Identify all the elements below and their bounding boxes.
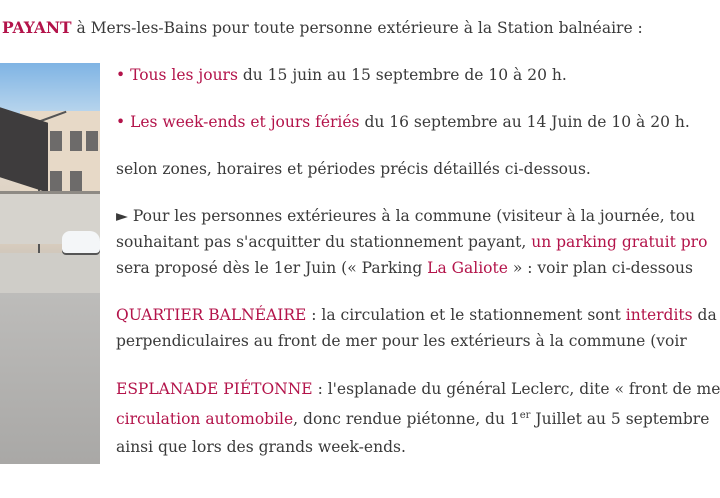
intro-text: à Mers-les-Bains pour toute personne extérieure à la Station balnéaire : — [71, 19, 643, 37]
bullet-marker: • — [116, 66, 126, 84]
quartier-line-2: perpendiculaires au front de mer pour les extérieurs à la commune (voir — [116, 332, 687, 350]
esplanade-line-1 — [116, 380, 720, 398]
bullet-highlight: Tous les jours — [130, 66, 238, 84]
esplanade-line-3: ainsi que lors des grands week-ends. — [116, 438, 406, 456]
exterieurs-text: sera proposé dès le 1er Juin (« Parking — [116, 259, 428, 277]
exterieurs-text: » : voir plan ci-dessous — [507, 259, 693, 277]
esplanade-text: : l'esplanade du général Leclerc, dite « front de me — [312, 380, 720, 398]
intro-line — [2, 18, 643, 37]
bullet-week-ends — [116, 113, 690, 131]
la-galiote-link[interactable]: La Galiote — [427, 259, 508, 277]
bullet-text: du 15 juin au 15 septembre de 10 à 20 h. — [237, 66, 567, 84]
exterieurs-text: souhaitant pas s'acquitter du stationnement payant, — [116, 233, 532, 251]
street-photo — [0, 63, 100, 464]
exterieurs-line-2 — [116, 233, 707, 251]
bullet-text: du 16 septembre au 14 Juin de 10 à 20 h. — [359, 113, 690, 131]
circulation-automobile-link[interactable]: circulation automobile — [116, 410, 294, 429]
esplanade-label: ESPLANADE PIÉTONNE — [116, 380, 313, 398]
esplanade-line-2 — [116, 410, 709, 428]
superscript-er: er — [519, 410, 531, 421]
quartier-text: da — [692, 306, 717, 324]
parking-gratuit-link[interactable]: un parking gratuit pro — [531, 233, 708, 251]
quartier-line-1 — [116, 306, 717, 324]
quartier-text: : la circulation et le stationnement sont — [306, 306, 626, 324]
esplanade-text: , donc rendue piétonne, du 1 — [293, 410, 520, 429]
bullet-highlight: Les week-ends et jours fériés — [130, 113, 360, 131]
exterieurs-line-1: ► Pour les personnes extérieures à la commune (visiteur à la journée, tou — [116, 207, 696, 225]
bullet-marker: • — [116, 113, 126, 131]
interdits-link[interactable]: interdits — [625, 306, 693, 324]
bullet-tous-les-jours — [116, 66, 567, 84]
payant-label: PAYANT — [2, 18, 72, 37]
quartier-label: QUARTIER BALNÉAIRE — [116, 306, 307, 324]
exterieurs-line-3 — [116, 259, 693, 277]
zones-note: selon zones, horaires et périodes précis détaillés ci-dessous. — [116, 160, 591, 178]
esplanade-text: Juillet au 5 septembre — [530, 410, 710, 429]
